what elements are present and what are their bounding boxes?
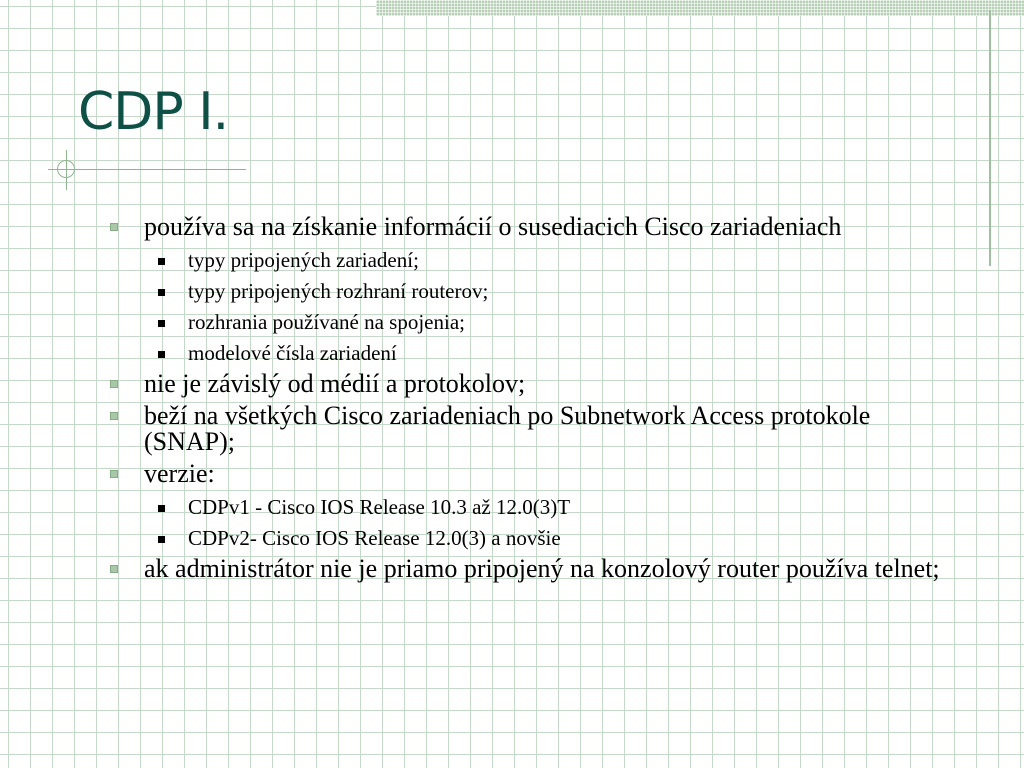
square-bullet-icon bbox=[158, 289, 165, 296]
sub-bullet-text: rozhrania používané na spojenia; bbox=[188, 310, 465, 334]
slide-title: CDP I. bbox=[78, 82, 229, 142]
square-bullet-icon bbox=[158, 258, 165, 265]
bullet-item bbox=[108, 214, 948, 365]
square-bullet-icon bbox=[110, 223, 118, 231]
bullet-list bbox=[108, 214, 948, 588]
square-bullet-icon bbox=[158, 351, 165, 358]
bullet-item bbox=[108, 556, 948, 582]
title-underline bbox=[48, 169, 246, 170]
sub-bullet-list bbox=[144, 495, 948, 550]
sub-bullet-text: typy pripojených zariadení; bbox=[188, 248, 419, 272]
bullet-text: verzie: bbox=[144, 459, 215, 488]
sub-bullet-item bbox=[144, 495, 948, 519]
sub-bullet-item bbox=[144, 526, 948, 550]
sub-bullet-text: CDPv2- Cisco IOS Release 12.0(3) a novšie bbox=[188, 526, 561, 550]
square-bullet-icon bbox=[110, 412, 118, 420]
decorative-right-line bbox=[989, 10, 991, 266]
square-bullet-icon bbox=[110, 470, 118, 478]
sub-bullet-item bbox=[144, 248, 948, 272]
sub-bullet-item bbox=[144, 310, 948, 334]
decorative-top-band bbox=[376, 0, 1024, 16]
bullet-item bbox=[108, 461, 948, 550]
square-bullet-icon bbox=[158, 536, 165, 543]
square-bullet-icon bbox=[110, 380, 118, 388]
bullet-text: používa sa na získanie informácií o susediacich Cisco zariadeniach bbox=[144, 212, 842, 241]
square-bullet-icon bbox=[110, 565, 118, 573]
bullet-text: beží na všetkých Cisco zariadeniach po Subnetwork Access protokole (SNAP); bbox=[144, 401, 871, 456]
square-bullet-icon bbox=[158, 505, 165, 512]
bullet-item bbox=[108, 403, 948, 455]
bullet-text: nie je závislý od médií a protokolov; bbox=[144, 369, 526, 398]
sub-bullet-item bbox=[144, 279, 948, 303]
bullet-item bbox=[108, 371, 948, 397]
sub-bullet-item bbox=[144, 341, 948, 365]
sub-bullet-list bbox=[144, 248, 948, 365]
bullet-text: ak administrátor nie je priamo pripojený na konzolový router používa telnet; bbox=[144, 554, 940, 583]
sub-bullet-text: CDPv1 - Cisco IOS Release 10.3 až 12.0(3)T bbox=[188, 495, 571, 519]
square-bullet-icon bbox=[158, 320, 165, 327]
sub-bullet-text: typy pripojených rozhraní routerov; bbox=[188, 279, 489, 303]
sub-bullet-text: modelové čísla zariadení bbox=[188, 341, 397, 365]
